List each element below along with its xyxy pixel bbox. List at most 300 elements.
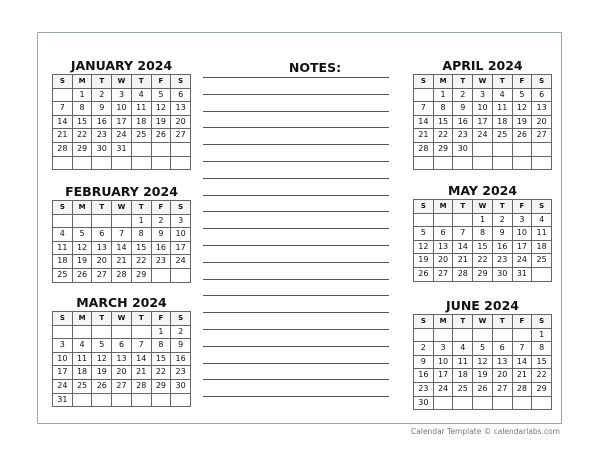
day-cell: 25 <box>532 254 552 268</box>
month-title: JUNE 2024 <box>446 298 519 313</box>
weekday-header: T <box>493 315 513 329</box>
day-cell: 8 <box>152 339 172 353</box>
day-cell: 5 <box>73 228 93 242</box>
empty-day-cell <box>112 394 132 408</box>
day-cell: 21 <box>132 366 152 380</box>
empty-day-cell <box>453 157 473 171</box>
weekday-header: S <box>53 201 73 215</box>
day-cell: 13 <box>92 242 112 256</box>
day-cell: 7 <box>53 102 73 116</box>
day-cell: 14 <box>112 242 132 256</box>
day-cell: 2 <box>171 326 191 340</box>
empty-day-cell <box>493 329 513 343</box>
day-cell: 19 <box>92 366 112 380</box>
day-cell: 3 <box>53 339 73 353</box>
weekday-header: F <box>152 312 172 326</box>
day-cell: 5 <box>152 89 172 103</box>
empty-day-cell <box>434 397 454 411</box>
month-title: MARCH 2024 <box>76 295 167 310</box>
day-cell: 12 <box>152 102 172 116</box>
month-calendar-february <box>52 184 191 283</box>
day-cell: 1 <box>132 215 152 229</box>
month-grid <box>52 311 191 407</box>
day-cell: 13 <box>112 353 132 367</box>
day-cell: 18 <box>132 116 152 130</box>
day-cell: 3 <box>434 342 454 356</box>
day-cell: 26 <box>92 380 112 394</box>
day-cell: 2 <box>453 89 473 103</box>
day-cell: 9 <box>92 102 112 116</box>
month-grid <box>52 200 191 283</box>
day-cell: 12 <box>513 102 533 116</box>
weekday-header: M <box>434 315 454 329</box>
weekday-header: T <box>493 75 513 89</box>
day-cell: 14 <box>132 353 152 367</box>
day-cell: 7 <box>513 342 533 356</box>
day-cell: 2 <box>92 89 112 103</box>
empty-day-cell <box>493 397 513 411</box>
weekday-header: S <box>53 312 73 326</box>
day-cell: 22 <box>532 369 552 383</box>
day-cell: 2 <box>414 342 434 356</box>
note-line <box>203 94 389 95</box>
day-cell: 3 <box>513 214 533 228</box>
weekday-header: S <box>532 315 552 329</box>
day-cell: 5 <box>92 339 112 353</box>
day-cell: 7 <box>453 227 473 241</box>
day-cell: 15 <box>473 241 493 255</box>
day-cell: 12 <box>73 242 93 256</box>
weekday-header: S <box>414 200 434 214</box>
day-cell: 27 <box>434 268 454 282</box>
month-grid <box>413 199 552 282</box>
day-cell: 6 <box>112 339 132 353</box>
day-cell: 7 <box>132 339 152 353</box>
day-cell: 24 <box>513 254 533 268</box>
day-cell: 23 <box>152 255 172 269</box>
day-cell: 16 <box>152 242 172 256</box>
day-cell: 5 <box>513 89 533 103</box>
day-cell: 10 <box>473 102 493 116</box>
empty-day-cell <box>532 143 552 157</box>
footer-credit: Calendar Template © calendarlabs.com <box>411 427 560 436</box>
note-line <box>203 144 389 145</box>
empty-day-cell <box>513 329 533 343</box>
day-cell: 31 <box>513 268 533 282</box>
empty-day-cell <box>493 143 513 157</box>
day-cell: 8 <box>73 102 93 116</box>
weekday-header: S <box>414 75 434 89</box>
day-cell: 11 <box>73 353 93 367</box>
day-cell: 28 <box>414 143 434 157</box>
day-cell: 21 <box>414 129 434 143</box>
day-cell: 3 <box>171 215 191 229</box>
weekday-header: M <box>434 200 454 214</box>
empty-day-cell <box>132 157 152 171</box>
day-cell: 17 <box>112 116 132 130</box>
day-cell: 24 <box>112 129 132 143</box>
day-cell: 18 <box>453 369 473 383</box>
day-cell: 23 <box>171 366 191 380</box>
month-calendar-march <box>52 295 191 407</box>
day-cell: 8 <box>132 228 152 242</box>
day-cell: 3 <box>473 89 493 103</box>
day-cell: 15 <box>532 356 552 370</box>
empty-day-cell <box>92 326 112 340</box>
day-cell: 26 <box>513 129 533 143</box>
day-cell: 16 <box>493 241 513 255</box>
day-cell: 30 <box>92 143 112 157</box>
day-cell: 11 <box>132 102 152 116</box>
empty-day-cell <box>532 397 552 411</box>
empty-day-cell <box>112 326 132 340</box>
day-cell: 16 <box>92 116 112 130</box>
weekday-header: W <box>473 200 493 214</box>
note-line <box>203 279 389 280</box>
weekday-header: W <box>112 75 132 89</box>
day-cell: 4 <box>73 339 93 353</box>
day-cell: 27 <box>112 380 132 394</box>
empty-day-cell <box>92 215 112 229</box>
weekday-header: S <box>171 312 191 326</box>
day-cell: 28 <box>112 269 132 283</box>
day-cell: 10 <box>112 102 132 116</box>
empty-day-cell <box>434 157 454 171</box>
day-cell: 4 <box>493 89 513 103</box>
empty-day-cell <box>152 157 172 171</box>
day-cell: 15 <box>132 242 152 256</box>
day-cell: 24 <box>53 380 73 394</box>
day-cell: 25 <box>493 129 513 143</box>
note-line <box>203 295 389 296</box>
day-cell: 1 <box>473 214 493 228</box>
day-cell: 28 <box>453 268 473 282</box>
weekday-header: S <box>53 75 73 89</box>
day-cell: 10 <box>434 356 454 370</box>
day-cell: 20 <box>434 254 454 268</box>
month-title: APRIL 2024 <box>442 58 523 73</box>
weekday-header: F <box>513 315 533 329</box>
day-cell: 10 <box>171 228 191 242</box>
note-line <box>203 262 389 263</box>
note-line <box>203 195 389 196</box>
note-line <box>203 111 389 112</box>
weekday-header: T <box>132 75 152 89</box>
day-cell: 29 <box>473 268 493 282</box>
day-cell: 24 <box>434 383 454 397</box>
day-cell: 17 <box>171 242 191 256</box>
empty-day-cell <box>92 394 112 408</box>
weekday-header: W <box>473 315 493 329</box>
day-cell: 27 <box>493 383 513 397</box>
day-cell: 23 <box>453 129 473 143</box>
day-cell: 20 <box>532 116 552 130</box>
month-calendar-january <box>52 58 191 170</box>
empty-day-cell <box>152 143 172 157</box>
day-cell: 19 <box>473 369 493 383</box>
day-cell: 12 <box>92 353 112 367</box>
weekday-header: T <box>92 75 112 89</box>
empty-day-cell <box>171 394 191 408</box>
day-cell: 29 <box>152 380 172 394</box>
weekday-header: M <box>73 201 93 215</box>
empty-day-cell <box>453 214 473 228</box>
day-cell: 19 <box>513 116 533 130</box>
weekday-header: M <box>434 75 454 89</box>
day-cell: 21 <box>513 369 533 383</box>
empty-day-cell <box>434 329 454 343</box>
day-cell: 17 <box>53 366 73 380</box>
note-line <box>203 379 389 380</box>
empty-day-cell <box>473 329 493 343</box>
day-cell: 13 <box>171 102 191 116</box>
day-cell: 21 <box>53 129 73 143</box>
empty-day-cell <box>132 326 152 340</box>
notes-title: NOTES: <box>288 60 342 75</box>
day-cell: 23 <box>92 129 112 143</box>
day-cell: 22 <box>73 129 93 143</box>
month-calendar-april <box>413 58 552 170</box>
day-cell: 28 <box>513 383 533 397</box>
day-cell: 26 <box>152 129 172 143</box>
day-cell: 20 <box>171 116 191 130</box>
day-cell: 15 <box>73 116 93 130</box>
day-cell: 26 <box>414 268 434 282</box>
day-cell: 13 <box>532 102 552 116</box>
day-cell: 30 <box>453 143 473 157</box>
weekday-header: T <box>493 200 513 214</box>
day-cell: 30 <box>493 268 513 282</box>
day-cell: 29 <box>532 383 552 397</box>
day-cell: 23 <box>493 254 513 268</box>
day-cell: 14 <box>53 116 73 130</box>
empty-day-cell <box>414 329 434 343</box>
empty-day-cell <box>414 157 434 171</box>
day-cell: 19 <box>73 255 93 269</box>
day-cell: 16 <box>453 116 473 130</box>
notes-section <box>203 60 389 76</box>
weekday-header: F <box>152 75 172 89</box>
day-cell: 26 <box>473 383 493 397</box>
day-cell: 4 <box>53 228 73 242</box>
empty-day-cell <box>73 326 93 340</box>
day-cell: 18 <box>73 366 93 380</box>
day-cell: 25 <box>73 380 93 394</box>
weekday-header: T <box>453 75 473 89</box>
day-cell: 11 <box>532 227 552 241</box>
month-grid <box>413 74 552 170</box>
day-cell: 25 <box>53 269 73 283</box>
day-cell: 17 <box>473 116 493 130</box>
empty-day-cell <box>152 394 172 408</box>
weekday-header: T <box>453 315 473 329</box>
day-cell: 14 <box>453 241 473 255</box>
day-cell: 10 <box>513 227 533 241</box>
day-cell: 29 <box>73 143 93 157</box>
day-cell: 9 <box>493 227 513 241</box>
weekday-header: F <box>513 200 533 214</box>
day-cell: 5 <box>473 342 493 356</box>
day-cell: 27 <box>532 129 552 143</box>
empty-day-cell <box>513 143 533 157</box>
weekday-header: F <box>152 201 172 215</box>
empty-day-cell <box>171 143 191 157</box>
day-cell: 14 <box>513 356 533 370</box>
day-cell: 17 <box>513 241 533 255</box>
empty-day-cell <box>473 157 493 171</box>
day-cell: 6 <box>434 227 454 241</box>
weekday-header: T <box>92 201 112 215</box>
day-cell: 26 <box>73 269 93 283</box>
day-cell: 19 <box>152 116 172 130</box>
empty-day-cell <box>171 157 191 171</box>
month-calendar-june <box>413 298 552 410</box>
note-line <box>203 228 389 229</box>
day-cell: 4 <box>532 214 552 228</box>
day-cell: 9 <box>414 356 434 370</box>
day-cell: 21 <box>112 255 132 269</box>
day-cell: 23 <box>414 383 434 397</box>
empty-day-cell <box>112 215 132 229</box>
day-cell: 4 <box>453 342 473 356</box>
empty-day-cell <box>493 157 513 171</box>
day-cell: 24 <box>171 255 191 269</box>
weekday-header: S <box>171 75 191 89</box>
weekday-header: T <box>132 201 152 215</box>
month-calendar-may <box>413 183 552 282</box>
note-line <box>203 77 389 78</box>
note-line <box>203 329 389 330</box>
day-cell: 30 <box>414 397 434 411</box>
weekday-header: M <box>73 312 93 326</box>
empty-day-cell <box>414 89 434 103</box>
weekday-header: T <box>453 200 473 214</box>
day-cell: 11 <box>493 102 513 116</box>
day-cell: 1 <box>532 329 552 343</box>
month-title: MAY 2024 <box>447 183 518 198</box>
empty-day-cell <box>434 214 454 228</box>
day-cell: 21 <box>453 254 473 268</box>
note-line <box>203 161 389 162</box>
weekday-header: W <box>112 201 132 215</box>
day-cell: 16 <box>414 369 434 383</box>
day-cell: 31 <box>112 143 132 157</box>
month-title: FEBRUARY 2024 <box>65 184 178 199</box>
empty-day-cell <box>152 269 172 283</box>
day-cell: 13 <box>434 241 454 255</box>
day-cell: 7 <box>414 102 434 116</box>
empty-day-cell <box>53 157 73 171</box>
note-line <box>203 245 389 246</box>
day-cell: 6 <box>92 228 112 242</box>
weekday-header: S <box>171 201 191 215</box>
day-cell: 18 <box>532 241 552 255</box>
day-cell: 12 <box>414 241 434 255</box>
day-cell: 9 <box>171 339 191 353</box>
day-cell: 6 <box>171 89 191 103</box>
day-cell: 7 <box>112 228 132 242</box>
day-cell: 1 <box>73 89 93 103</box>
weekday-header: T <box>92 312 112 326</box>
day-cell: 5 <box>414 227 434 241</box>
empty-day-cell <box>171 269 191 283</box>
note-line <box>203 127 389 128</box>
empty-day-cell <box>73 215 93 229</box>
day-cell: 16 <box>171 353 191 367</box>
empty-day-cell <box>53 215 73 229</box>
day-cell: 11 <box>453 356 473 370</box>
day-cell: 20 <box>493 369 513 383</box>
day-cell: 22 <box>152 366 172 380</box>
note-line <box>203 396 389 397</box>
day-cell: 28 <box>132 380 152 394</box>
day-cell: 31 <box>53 394 73 408</box>
month-grid <box>52 74 191 170</box>
day-cell: 4 <box>132 89 152 103</box>
day-cell: 20 <box>92 255 112 269</box>
weekday-header: S <box>414 315 434 329</box>
empty-day-cell <box>532 268 552 282</box>
day-cell: 22 <box>132 255 152 269</box>
day-cell: 2 <box>493 214 513 228</box>
empty-day-cell <box>513 397 533 411</box>
empty-day-cell <box>53 89 73 103</box>
day-cell: 13 <box>493 356 513 370</box>
day-cell: 10 <box>53 353 73 367</box>
weekday-header: M <box>73 75 93 89</box>
day-cell: 29 <box>132 269 152 283</box>
day-cell: 15 <box>152 353 172 367</box>
day-cell: 14 <box>414 116 434 130</box>
day-cell: 30 <box>171 380 191 394</box>
note-line <box>203 178 389 179</box>
day-cell: 8 <box>532 342 552 356</box>
day-cell: 22 <box>473 254 493 268</box>
empty-day-cell <box>473 397 493 411</box>
day-cell: 8 <box>473 227 493 241</box>
day-cell: 6 <box>532 89 552 103</box>
day-cell: 15 <box>434 116 454 130</box>
empty-day-cell <box>473 143 493 157</box>
note-line <box>203 312 389 313</box>
day-cell: 25 <box>453 383 473 397</box>
empty-day-cell <box>112 157 132 171</box>
weekday-header: T <box>132 312 152 326</box>
month-title: JANUARY 2024 <box>70 58 173 73</box>
day-cell: 1 <box>152 326 172 340</box>
empty-day-cell <box>53 326 73 340</box>
weekday-header: S <box>532 200 552 214</box>
empty-day-cell <box>453 329 473 343</box>
note-line <box>203 211 389 212</box>
day-cell: 12 <box>473 356 493 370</box>
weekday-header: W <box>473 75 493 89</box>
day-cell: 27 <box>92 269 112 283</box>
day-cell: 9 <box>152 228 172 242</box>
weekday-header: S <box>532 75 552 89</box>
day-cell: 1 <box>434 89 454 103</box>
empty-day-cell <box>132 143 152 157</box>
day-cell: 8 <box>434 102 454 116</box>
day-cell: 3 <box>112 89 132 103</box>
empty-day-cell <box>73 394 93 408</box>
day-cell: 2 <box>152 215 172 229</box>
day-cell: 24 <box>473 129 493 143</box>
day-cell: 18 <box>53 255 73 269</box>
empty-day-cell <box>453 397 473 411</box>
empty-day-cell <box>73 157 93 171</box>
empty-day-cell <box>92 157 112 171</box>
